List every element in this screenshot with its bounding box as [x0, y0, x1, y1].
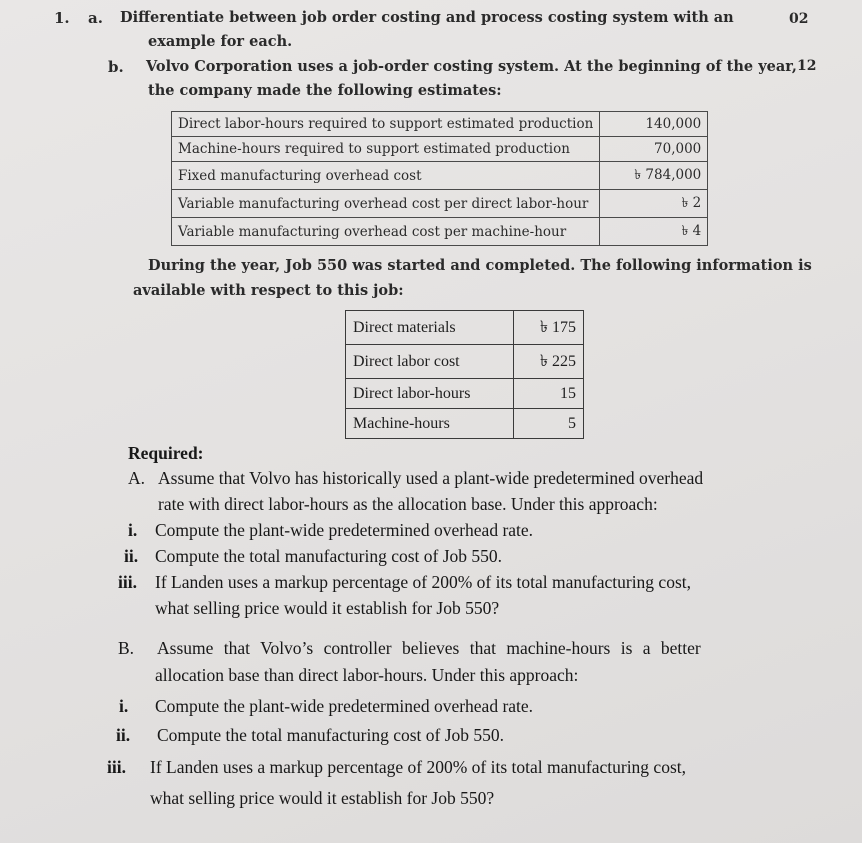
- B-item-text: Compute the total manufacturing cost of Job 550.: [157, 725, 505, 745]
- A-item-text: Compute the total manufacturing cost of Job 550.: [155, 546, 503, 566]
- estimate-label: Variable manufacturing overhead cost per machine-hour: [172, 218, 600, 246]
- part-a-line1: Differentiate between job order costing and process costing system with an: [120, 9, 734, 26]
- job-data-value: ৳ 175: [514, 311, 584, 345]
- B-item-num: i.: [119, 696, 129, 716]
- table-row: [346, 345, 584, 379]
- part-b-line2: the company made the following estimates:: [148, 82, 502, 99]
- part-b-marks: 12: [797, 58, 817, 74]
- A-item-num: iii.: [118, 572, 137, 592]
- required-heading: Required:: [128, 443, 204, 463]
- A-item-text: If Landen uses a markup percentage of 200% of its total manufacturing cost,: [155, 572, 691, 592]
- table-row: [172, 218, 708, 246]
- estimate-value: 140,000: [600, 112, 708, 137]
- part-A-line2: rate with direct labor-hours as the allocation base. Under this approach:: [158, 494, 658, 514]
- B-item-text: If Landen uses a markup percentage of 200% of its total manufacturing cost,: [150, 757, 686, 777]
- job-intro-line2: available with respect to this job:: [133, 282, 404, 299]
- A-item-num: ii.: [124, 546, 139, 566]
- part-B-letter: B.: [118, 638, 135, 658]
- job-data-label: Direct labor-hours: [346, 379, 514, 409]
- A-item-text: Compute the plant-wide predetermined overhead rate.: [155, 520, 534, 540]
- part-B-line1: Assume that Volvo’s controller believes that machine-hours is a better: [157, 638, 701, 658]
- part-B-line2: allocation base than direct labor-hours. Under this approach:: [155, 665, 579, 685]
- estimate-label: Variable manufacturing overhead cost per direct labor-hour: [172, 190, 600, 218]
- job-data-value: ৳ 225: [514, 345, 584, 379]
- job-data-label: Direct materials: [346, 311, 514, 345]
- job-data-label: Direct labor cost: [346, 345, 514, 379]
- part-b-line1: Volvo Corporation uses a job-order costing system. At the beginning of the year,: [146, 58, 797, 75]
- A-item-num: i.: [128, 520, 138, 540]
- job-data-table: [345, 310, 584, 439]
- table-row: [172, 162, 708, 190]
- part-b-letter: b.: [108, 58, 124, 76]
- part-a-line2: example for each.: [148, 33, 293, 50]
- part-A-letter: A.: [128, 468, 146, 488]
- table-row: [346, 379, 584, 409]
- estimate-value: ৳ 2: [600, 190, 708, 218]
- B-item-num: ii.: [116, 725, 131, 745]
- part-A-line1: Assume that Volvo has historically used a plant-wide predetermined overhead: [158, 468, 704, 488]
- B-item-text: Compute the plant-wide predetermined overhead rate.: [155, 696, 534, 716]
- estimate-label: Machine-hours required to support estimated production: [172, 137, 600, 162]
- A-item-text-cont: what selling price would it establish for Job 550?: [155, 598, 500, 618]
- job-data-value: 5: [514, 409, 584, 439]
- table-row: [346, 311, 584, 345]
- estimate-label: Fixed manufacturing overhead cost: [172, 162, 600, 190]
- estimates-table: [171, 111, 708, 246]
- table-row: [172, 112, 708, 137]
- part-a-marks: 02: [789, 11, 809, 27]
- estimate-value: ৳ 784,000: [600, 162, 708, 190]
- B-item-text-cont: what selling price would it establish for Job 550?: [150, 788, 495, 808]
- job-data-value: 15: [514, 379, 584, 409]
- question-number: 1.: [54, 9, 70, 27]
- job-intro-line1: During the year, Job 550 was started and completed. The following information is: [148, 257, 812, 274]
- part-a-letter: a.: [88, 9, 103, 27]
- B-item-num: iii.: [107, 757, 126, 777]
- table-row: [346, 409, 584, 439]
- table-row: [172, 190, 708, 218]
- estimate-value: 70,000: [600, 137, 708, 162]
- job-data-label: Machine-hours: [346, 409, 514, 439]
- estimate-label: Direct labor-hours required to support estimated production: [172, 112, 600, 137]
- estimate-value: ৳ 4: [600, 218, 708, 246]
- table-row: [172, 137, 708, 162]
